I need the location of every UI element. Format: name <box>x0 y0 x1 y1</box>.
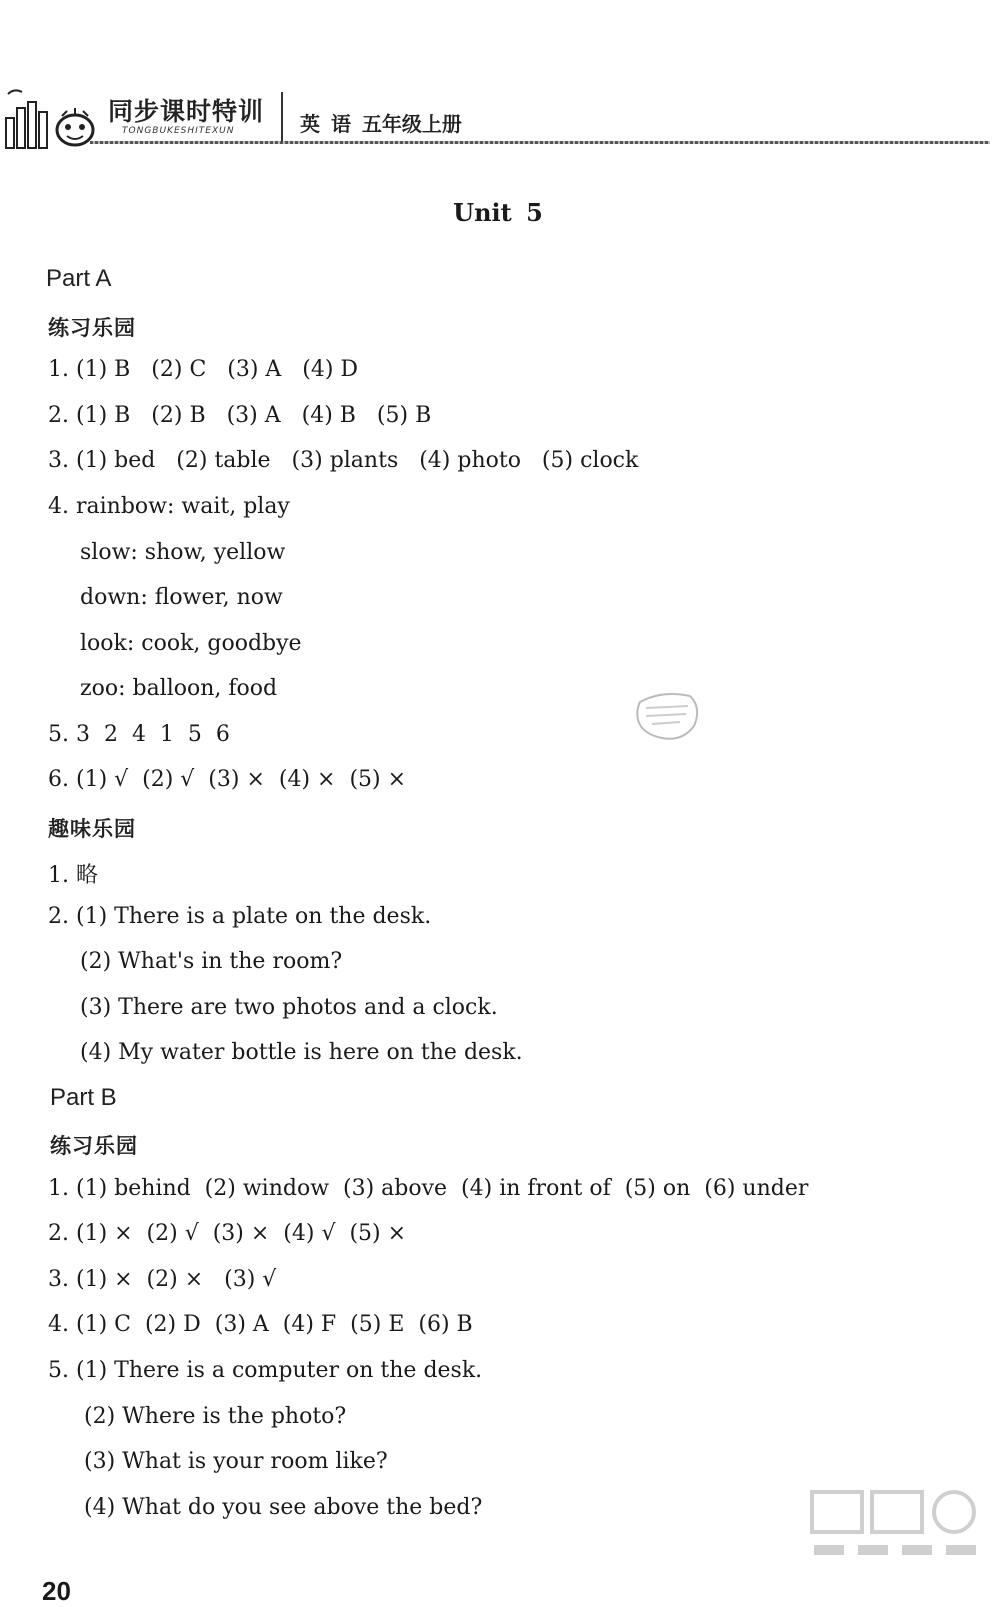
answer-line: 1. (1) B (2) C (3) A (4) D <box>48 357 359 382</box>
unit-title: Unit 5 <box>453 198 543 227</box>
answer-line: 5. (1) There is a computer on the desk. <box>48 1358 483 1383</box>
brand-title: 同步课时特训 <box>108 97 265 126</box>
header-divider <box>281 92 283 142</box>
header-rule <box>90 141 990 144</box>
answer-line: 4. rainbow: wait, play <box>48 494 290 519</box>
answer-line: 3. (1) × (2) × (3) √ <box>48 1267 277 1292</box>
watermark-logo-icon <box>808 1488 984 1578</box>
answer-line: 2. (1) There is a plate on the desk. <box>48 904 432 929</box>
answer-line: 5. 3 2 4 1 5 6 <box>48 722 230 747</box>
answer-line: 1. (1) behind (2) window (3) above (4) in front of (5) on (6) under <box>48 1176 809 1201</box>
answer-line: zoo: balloon, food <box>80 676 278 701</box>
answer-line: slow: show, yellow <box>80 540 286 565</box>
stamp-mark-icon <box>632 688 704 746</box>
answer-line: 4. (1) C (2) D (3) A (4) F (5) E (6) B <box>48 1312 473 1337</box>
answer-line: 3. (1) bed (2) table (3) plants (4) photo (5) clock <box>48 448 639 473</box>
part-a-practice-heading: 练习乐园 <box>48 316 136 340</box>
books-logo-icon <box>4 88 50 150</box>
answer-line: (4) My water bottle is here on the desk. <box>80 1040 523 1065</box>
answer-line: 1. 略 <box>48 863 98 888</box>
answer-line: 2. (1) × (2) √ (3) × (4) √ (5) × <box>48 1221 407 1246</box>
answer-line: (2) Where is the photo? <box>84 1404 347 1429</box>
answer-line: 6. (1) √ (2) √ (3) × (4) × (5) × <box>48 767 407 792</box>
answer-line: (2) What's in the room? <box>80 949 343 974</box>
answer-line: down: flower, now <box>80 585 283 610</box>
answer-line: look: cook, goodbye <box>80 631 302 656</box>
answer-line: (4) What do you see above the bed? <box>84 1495 483 1520</box>
answer-line: 2. (1) B (2) B (3) A (4) B (5) B <box>48 403 432 428</box>
part-b-practice-heading: 练习乐园 <box>50 1134 138 1158</box>
answer-line: (3) There are two photos and a clock. <box>80 995 498 1020</box>
page-number: 20 <box>42 1576 71 1606</box>
brand-pinyin: TONGBUKESHITEXUN <box>122 126 235 136</box>
part-b-title: Part B <box>50 1084 117 1111</box>
page-header <box>0 82 996 152</box>
answer-line: (3) What is your room like? <box>84 1449 388 1474</box>
subject-grade-label: 英 语 五年级上册 <box>300 112 462 136</box>
part-a-fun-heading: 趣味乐园 <box>48 817 136 841</box>
part-a-title: Part A <box>46 265 112 292</box>
